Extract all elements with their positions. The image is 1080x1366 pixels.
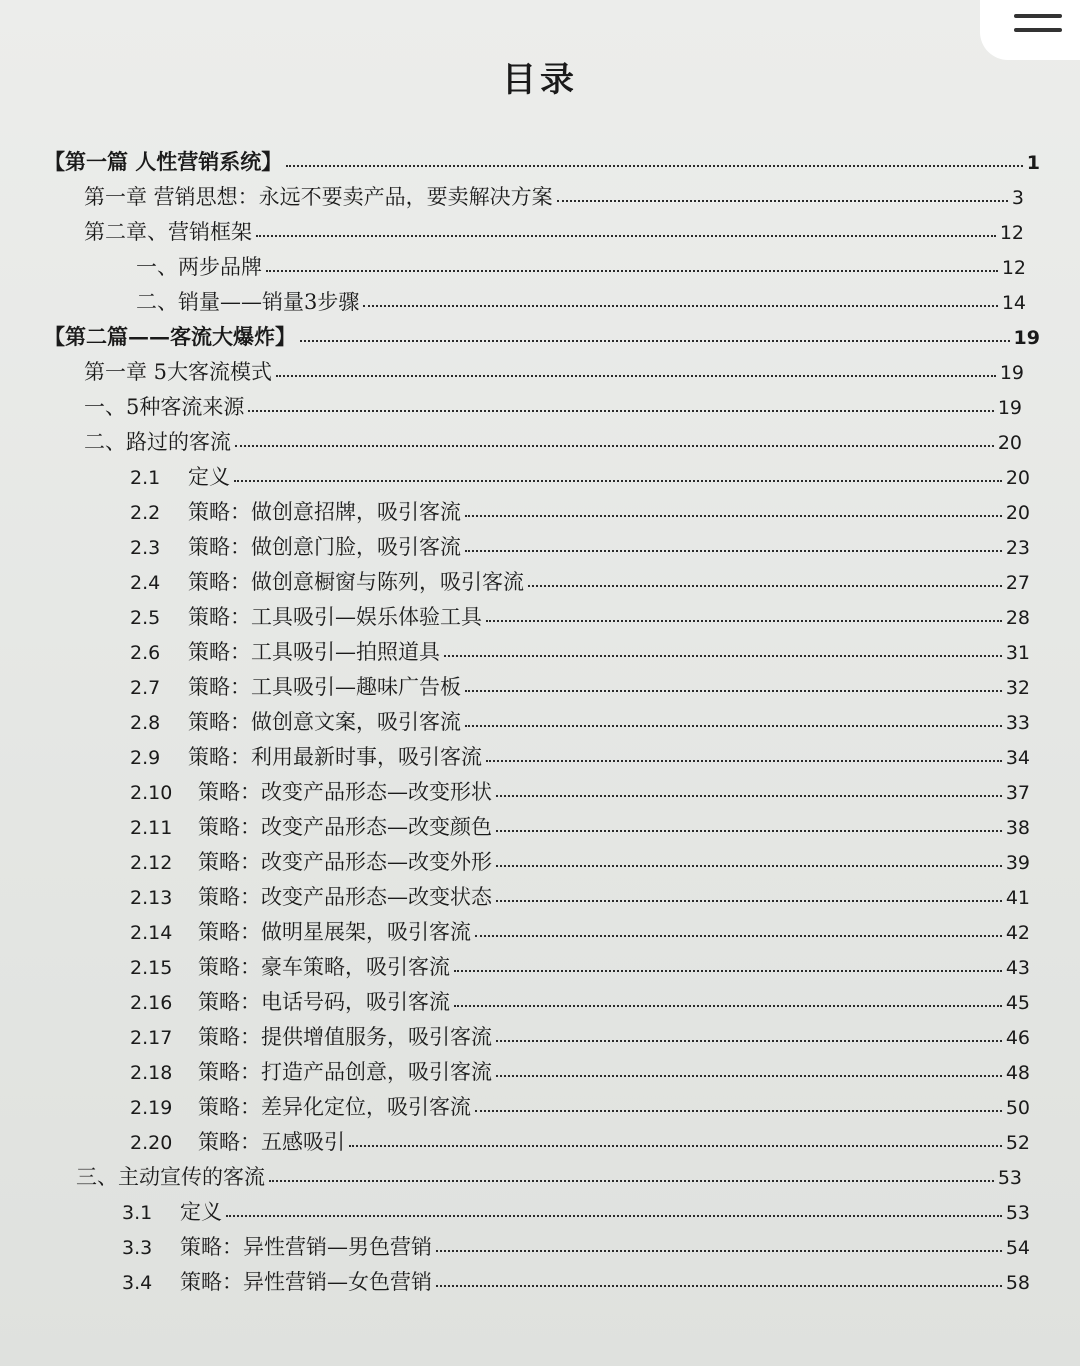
toc-entry-page: 58 <box>1005 1272 1030 1294</box>
toc-entry-title: 二、路过的客流 <box>84 430 231 454</box>
toc-entry-title: 策略：利用最新时事，吸引客流 <box>188 745 482 769</box>
toc-entry <box>84 216 1024 250</box>
toc-entry-page: 48 <box>1005 1062 1030 1084</box>
toc-entry <box>130 811 1030 845</box>
toc-entry-page: 12 <box>999 222 1024 244</box>
toc-entry-title: 三、主动宣传的客流 <box>76 1165 265 1189</box>
dot-leader <box>496 865 1002 867</box>
toc-entry-page: 46 <box>1005 1027 1030 1049</box>
toc-entry <box>44 146 1040 180</box>
toc-entry-number: 3.1 <box>122 1202 153 1224</box>
toc-entry-title: 一、两步品牌 <box>136 255 262 279</box>
toc-entry <box>130 846 1030 880</box>
toc-entry-title: 【第一篇 人性营销系统】 <box>44 149 283 174</box>
toc-entry <box>130 1021 1030 1055</box>
toc-entry <box>136 251 1026 285</box>
toc-entry-page: 19 <box>997 397 1022 419</box>
toc-entry <box>136 286 1026 320</box>
toc-entry-number: 2.2 <box>130 502 161 524</box>
toc-entry-page: 53 <box>997 1167 1022 1189</box>
dot-leader <box>496 795 1002 797</box>
toc-entry-title: 策略：电话号码，吸引客流 <box>198 990 450 1014</box>
toc-entry-page: 41 <box>1005 887 1030 909</box>
toc-entry-page: 12 <box>1001 257 1026 279</box>
toc-entry-page: 19 <box>999 362 1024 384</box>
toc-entry-title: 第二章、营销框架 <box>84 220 252 244</box>
toc-entry-number: 3.3 <box>122 1237 153 1259</box>
dot-leader <box>486 760 1002 762</box>
toc-entry <box>130 916 1030 950</box>
dot-leader <box>465 550 1002 552</box>
dot-leader <box>266 270 998 272</box>
dot-leader <box>454 970 1002 972</box>
toc-entry-title: 策略：异性营销—男色营销 <box>180 1235 432 1259</box>
toc-entry-number: 2.19 <box>130 1097 173 1119</box>
toc-entry-page: 19 <box>1013 327 1040 349</box>
toc-entry <box>122 1231 1030 1265</box>
toc-entry-page: 38 <box>1005 817 1030 839</box>
toc-entry-title: 第一章 5大客流模式 <box>84 360 273 384</box>
toc-entry-page: 45 <box>1005 992 1030 1014</box>
toc-entry <box>130 566 1030 600</box>
toc-entry-title: 策略：做创意招牌，吸引客流 <box>188 500 461 524</box>
toc-entry-page: 34 <box>1005 747 1030 769</box>
toc-entry-page: 1 <box>1026 152 1040 174</box>
toc-entry-title: 策略：改变产品形态—改变形状 <box>198 780 492 804</box>
dot-leader <box>444 655 1002 657</box>
toc-entry-page: 42 <box>1005 922 1030 944</box>
toc-entry-page: 32 <box>1005 677 1030 699</box>
toc-entry <box>76 1161 1022 1195</box>
dot-leader <box>475 1110 1002 1112</box>
toc-entry <box>122 1266 1030 1300</box>
toc-entry-page: 31 <box>1005 642 1030 664</box>
menu-icon-bar-1 <box>1014 14 1062 18</box>
toc-entry <box>130 881 1030 915</box>
toc-entry-title: 定义 <box>180 1200 222 1224</box>
toc-entry <box>122 1196 1030 1230</box>
toc-entry <box>84 181 1024 215</box>
dot-leader <box>256 235 996 237</box>
toc-entry <box>84 426 1022 460</box>
toc-entry-title: 策略：豪车策略，吸引客流 <box>198 955 450 979</box>
dot-leader <box>286 165 1022 167</box>
toc-entry <box>130 671 1030 705</box>
toc-entry-title: 一、5种客流来源 <box>84 395 245 419</box>
toc-entry-title: 策略：提供增值服务，吸引客流 <box>198 1025 492 1049</box>
dot-leader <box>496 1075 1002 1077</box>
dot-leader <box>496 830 1002 832</box>
toc-entry-page: 28 <box>1005 607 1030 629</box>
toc-entry-page: 52 <box>1005 1132 1030 1154</box>
toc-entry-title: 策略：改变产品形态—改变状态 <box>198 885 492 909</box>
toc-entry-title: 定义 <box>188 465 230 489</box>
toc-entry <box>130 601 1030 635</box>
toc-entry-number: 2.12 <box>130 852 173 874</box>
toc-entry <box>130 496 1030 530</box>
toc-entry-number: 2.9 <box>130 747 161 769</box>
toc-entry-page: 23 <box>1005 537 1030 559</box>
toc-entry-number: 2.1 <box>130 467 161 489</box>
toc-entry-page: 20 <box>997 432 1022 454</box>
toc-entry-number: 2.17 <box>130 1027 173 1049</box>
dot-leader <box>436 1250 1002 1252</box>
toc-entry-page: 14 <box>1001 292 1026 314</box>
dot-leader <box>475 935 1002 937</box>
dot-leader <box>557 200 1008 202</box>
toc-entry-number: 2.20 <box>130 1132 173 1154</box>
toc-entry-title: 【第二篇——客流大爆炸】 <box>44 324 296 349</box>
toc-entry-title: 策略：异性营销—女色营销 <box>180 1270 432 1294</box>
dot-leader <box>349 1145 1002 1147</box>
toc-entry-number: 2.13 <box>130 887 173 909</box>
toc-entry <box>130 951 1030 985</box>
toc-entry <box>130 461 1030 495</box>
toc-entry-title: 策略：做明星展架，吸引客流 <box>198 920 471 944</box>
toc-entry-title: 策略：五感吸引 <box>198 1130 345 1154</box>
dot-leader <box>269 1180 994 1182</box>
toc-entry-number: 2.7 <box>130 677 161 699</box>
toc-entry-number: 2.11 <box>130 817 173 839</box>
toc-entry-title: 二、销量——销量3步骤 <box>136 290 360 314</box>
dot-leader <box>465 725 1002 727</box>
dot-leader <box>300 340 1010 342</box>
toc-entry-number: 2.5 <box>130 607 161 629</box>
toc-entry-number: 2.6 <box>130 642 161 664</box>
toc-entry-title: 策略：工具吸引—趣味广告板 <box>188 675 461 699</box>
toc-entry-page: 50 <box>1005 1097 1030 1119</box>
toc-entry-number: 2.15 <box>130 957 173 979</box>
dot-leader <box>363 305 997 307</box>
toc-entry-title: 策略：差异化定位，吸引客流 <box>198 1095 471 1119</box>
toc-entry-page: 3 <box>1011 187 1024 209</box>
toc-entry-title: 策略：做创意橱窗与陈列，吸引客流 <box>188 570 524 594</box>
toc-entry <box>84 391 1022 425</box>
toc-entry <box>130 706 1030 740</box>
toc-entry-number: 2.4 <box>130 572 161 594</box>
toc-entry <box>130 636 1030 670</box>
toc-entry-title: 策略：打造产品创意，吸引客流 <box>198 1060 492 1084</box>
toc-entry-page: 27 <box>1005 572 1030 594</box>
toc-entry-page: 39 <box>1005 852 1030 874</box>
toc-entry-number: 2.10 <box>130 782 173 804</box>
dot-leader <box>226 1215 1002 1217</box>
toc-entry-number: 2.14 <box>130 922 173 944</box>
toc-entry <box>130 741 1030 775</box>
dot-leader <box>454 1005 1002 1007</box>
toc-entry-title: 策略：做创意文案，吸引客流 <box>188 710 461 734</box>
toc-entry-number: 2.3 <box>130 537 161 559</box>
dot-leader <box>486 620 1002 622</box>
toc-entry <box>130 1126 1030 1160</box>
dot-leader <box>235 445 994 447</box>
toc-entry-number: 2.8 <box>130 712 161 734</box>
toc-entry <box>130 986 1030 1020</box>
toc-entry-title: 策略：做创意门脸，吸引客流 <box>188 535 461 559</box>
toc-entry-title: 策略：改变产品形态—改变颜色 <box>198 815 492 839</box>
toc-entry-number: 3.4 <box>122 1272 153 1294</box>
toc-entry-title: 策略：工具吸引—娱乐体验工具 <box>188 605 482 629</box>
toc-entry-title: 策略：工具吸引—拍照道具 <box>188 640 440 664</box>
dot-leader <box>496 1040 1002 1042</box>
dot-leader <box>248 410 993 412</box>
toc-entry-page: 43 <box>1005 957 1030 979</box>
toc-entry <box>130 531 1030 565</box>
toc-entry-page: 54 <box>1005 1237 1030 1259</box>
toc-entry <box>130 776 1030 810</box>
toc-entry <box>130 1056 1030 1090</box>
toc-entry <box>84 356 1024 390</box>
toc-entry-page: 20 <box>1005 467 1030 489</box>
menu-button[interactable] <box>980 0 1080 60</box>
page-title: 目录 <box>502 60 578 100</box>
dot-leader <box>276 375 996 377</box>
dot-leader <box>465 690 1002 692</box>
toc-entry-title: 策略：改变产品形态—改变外形 <box>198 850 492 874</box>
toc-entry <box>44 321 1040 355</box>
dot-leader <box>234 480 1002 482</box>
toc-entry <box>130 1091 1030 1125</box>
toc-entry-number: 2.16 <box>130 992 173 1014</box>
menu-icon-bar-2 <box>1014 28 1062 32</box>
toc-entry-number: 2.18 <box>130 1062 173 1084</box>
toc-entry-page: 53 <box>1005 1202 1030 1224</box>
dot-leader <box>465 515 1002 517</box>
toc-entry-page: 37 <box>1005 782 1030 804</box>
dot-leader <box>436 1285 1002 1287</box>
toc-entry-page: 20 <box>1005 502 1030 524</box>
toc-entry-page: 33 <box>1005 712 1030 734</box>
dot-leader <box>496 900 1002 902</box>
toc-entry-title: 第一章 营销思想：永远不要卖产品，要卖解决方案 <box>84 185 553 209</box>
dot-leader <box>528 585 1002 587</box>
